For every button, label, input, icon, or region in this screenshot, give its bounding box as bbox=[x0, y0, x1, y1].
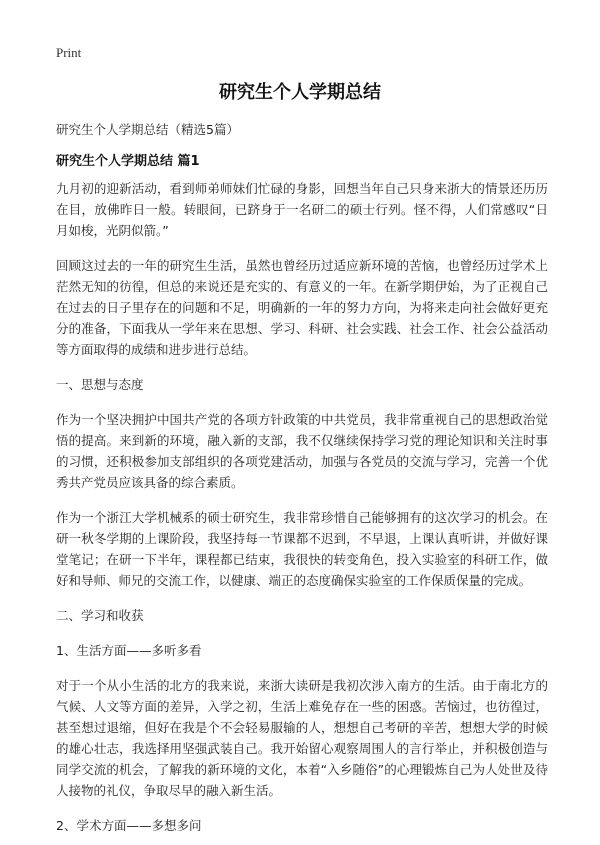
paragraph: 作为一个坚决拥护中国共产党的各项方针政策的中共党员，我非常重视自己的思想政治觉悟的提高。来到新的环境，融入新的支部，我不仅继续保持学习党的理论知识和关注时事的习惯，还积极参加支部组织的各项党建活动，加强与各党员的交流与学习，完善一个优秀共产党员应该具备的综合素质。 bbox=[56, 412, 548, 490]
section-heading: 二、学习和收获 bbox=[56, 608, 144, 623]
paragraph: 对于一个从小生活的北方的我来说，来浙大读研是我初次涉入南方的生活。由于南北方的气候、人文等方面的差异，入学之初，生活上难免存在一些的困惑。苦恼过，也彷徨过，甚至想过退缩，但好在我是个不会轻易服输的人，想想自己考研的辛苦，想想大学的时候的雄心壮志，我选择用坚强武装自己。我开始留心观察周围人的言行举止，并积极创造与同学交流的机会，了解我的新环境的文化，本着“入乡随俗”的心理锻炼自己为人处世及待人接物的礼仪，争取尽早的融入新生活。 bbox=[56, 678, 548, 798]
subsection-heading: 2、学术方面——多想多问 bbox=[56, 818, 202, 831]
subsection-heading: 1、生活方面——多听多看 bbox=[56, 643, 202, 658]
document-body bbox=[56, 178, 548, 845]
paragraph: 作为一个浙江大学机械系的硕士研究生，我非常珍惜自己能够拥有的这次学习的机会。在研一秋冬学期的上课阶段，我坚持每一节课都不迟到，不早退，上课认真听讲，并做好课堂笔记；在研一下半年，课程都已结束，我很快的转变角色，投入实验室的科研工作，做好和导师、师兄的交流工作，以健康、端正的态度确保实验室的工作保质保量的完成。 bbox=[56, 510, 548, 588]
paragraph: 回顾这过去的一年的研究生生活，虽然也曾经历过适应新环境的苦恼，也曾经历过学术上茫然无知的彷徨，但总的来说还是充实的、有意义的一年。在新学期伊始，为了正视自己在过去的日子里存在的问题和不足，明确新的一年的努力方向，为将来走向社会做好更充分的准备，下面我从一学年来在思想、学习、科研、社会实践、社会工作、社会公益活动等方面取得的成绩和进步进行总结。 bbox=[56, 258, 548, 357]
document-subtitle: 研究生个人学期总结（精选5篇） bbox=[56, 122, 239, 137]
section-title: 研究生个人学期总结 篇1 bbox=[56, 154, 200, 169]
print-link[interactable]: Print bbox=[56, 45, 82, 60]
section-heading: 一、思想与态度 bbox=[56, 377, 144, 392]
document-title: 研究生个人学期总结 bbox=[219, 82, 381, 103]
paragraph: 九月初的迎新活动，看到师弟师妹们忙碌的身影，回想当年自己只身来浙大的情景还历历在目，放佛昨日一般。转眼间，已跻身于一名研二的硕士行列。怪不得，人们常感叹“日月如梭，光阴似箭。” bbox=[56, 181, 548, 238]
